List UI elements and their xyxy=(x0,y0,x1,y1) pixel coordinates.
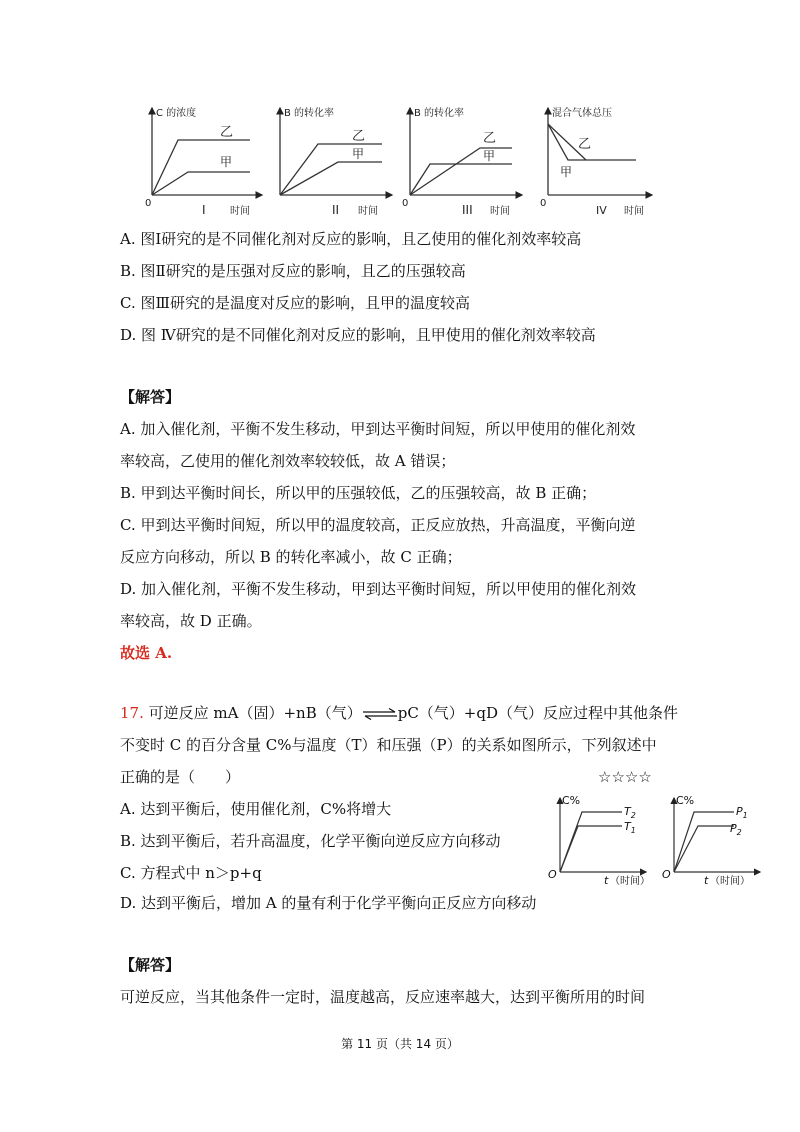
graph-2-label-b: 甲 xyxy=(352,147,365,161)
q16-answer-line: 反应方向移动，所以 B 的转化率减小，故 C 正确； xyxy=(120,548,462,566)
equilibrium-arrow-icon xyxy=(362,708,398,720)
graph-1-numeral: I xyxy=(202,203,206,217)
difficulty-stars: ☆☆☆☆ xyxy=(598,768,652,786)
q17-option-b: B. 达到平衡后，若升高温度，化学平衡向逆反应方向移动 xyxy=(120,832,501,850)
q16-option-a: A. 图Ⅰ研究的是不同催化剂对反应的影响，且乙使用的催化剂效率较高 xyxy=(120,230,582,248)
graph-4 xyxy=(548,108,652,195)
q17-stem-line-2: 不变时 C 的百分含量 C%与温度（T）和压强（P）的关系如图所示，下列叙述中 xyxy=(120,736,657,754)
graph-1-label-b: 甲 xyxy=(220,155,233,169)
q16-answer-line: B. 甲到达平衡时间长，所以甲的压强较低，乙的压强较高，故 B 正确； xyxy=(120,484,597,502)
q17-left-curve-top: $T_2$ xyxy=(624,805,636,820)
graph-2-label-a: 乙 xyxy=(352,129,366,144)
figure-graphs-q17 xyxy=(538,790,768,890)
graph-4-numeral: IV xyxy=(596,204,607,217)
graph-2 xyxy=(280,108,392,195)
graph-2-ylabel: B 的转化率 xyxy=(284,108,335,119)
graph-3-numeral: III xyxy=(462,203,473,217)
q17-left-curve-bottom: $T_1$ xyxy=(624,820,636,835)
q17-answer-header: 【解答】 xyxy=(120,956,181,974)
graph-3-label-a: 乙 xyxy=(483,131,497,146)
q17-option-c: C. 方程式中 n＞p+q xyxy=(120,864,262,882)
graph-1 xyxy=(152,108,262,195)
q16-answer-header: 【解答】 xyxy=(120,388,181,406)
q17-number: 17. xyxy=(120,704,144,722)
q17-stem-part-a: 可逆反应 mA（固）+nB（气） xyxy=(148,704,362,722)
graph-4-origin: 0 xyxy=(540,198,547,209)
graph-1-ylabel: C 的浓度 xyxy=(156,108,197,119)
q16-option-d: D. 图 Ⅳ研究的是不同催化剂对反应的影响，且甲使用的催化剂效率较高 xyxy=(120,326,596,344)
q17-left-xlabel: （时间） xyxy=(610,876,650,887)
q16-answer-line: D. 加入催化剂，平衡不发生移动，甲到达平衡时间短，所以甲使用的催化剂效 xyxy=(120,580,637,598)
page-footer: 第 11 页（共 14 页） xyxy=(341,1037,459,1051)
q16-option-b: B. 图Ⅱ研究的是压强对反应的影响，且乙的压强较高 xyxy=(120,262,466,280)
q16-answer-line: 率较高，乙使用的催化剂效率较较低，故 A 错误； xyxy=(120,452,456,470)
graph-3 xyxy=(410,108,522,195)
graph-2-numeral: II xyxy=(332,203,340,217)
q17-stem-line-1 xyxy=(120,703,678,723)
q17-left-origin: O xyxy=(548,868,557,881)
q17-right-ylabel: C% xyxy=(676,794,695,807)
q17-stem-part-b: pC（气）+qD（气）反应过程中其他条件 xyxy=(397,704,678,722)
q17-answer-line-1: 可逆反应，当其他条件一定时，温度越高，反应速率越大，达到平衡所用的时间 xyxy=(120,988,646,1006)
graph-1-xlabel: 时间 xyxy=(230,206,250,217)
q17-right-curve-top: $P_1$ xyxy=(736,805,748,820)
q17-option-d: D. 达到平衡后，增加 A 的量有利于化学平衡向正反应方向移动 xyxy=(120,894,537,912)
graph-4-label-b: 甲 xyxy=(560,165,573,179)
q16-conclusion: 故选 A. xyxy=(120,644,173,662)
q17-left-xlabel-t: t xyxy=(604,874,609,887)
q16-answer-line: A. 加入催化剂，平衡不发生移动，甲到达平衡时间短，所以甲使用的催化剂效 xyxy=(120,420,636,438)
graph-1-origin: 0 xyxy=(145,198,152,209)
graph-3-ylabel: B 的转化率 xyxy=(414,108,465,119)
q16-answer-line: 率较高，故 D 正确。 xyxy=(120,612,262,630)
q17-stem-line-3: 正确的是（ ） xyxy=(120,768,241,786)
graph-4-label-a: 乙 xyxy=(578,137,592,152)
graph-4-ylabel: 混合气体总压 xyxy=(552,108,612,119)
q17-right-origin: O xyxy=(662,868,671,881)
q17-right-curve-bottom: $P_2$ xyxy=(730,822,742,837)
q16-option-c: C. 图Ⅲ研究的是温度对反应的影响，且甲的温度较高 xyxy=(120,294,470,312)
graph-q17-right xyxy=(674,798,760,872)
q17-option-a: A. 达到平衡后，使用催化剂，C%将增大 xyxy=(120,800,392,818)
q16-answer-line: C. 甲到达平衡时间短，所以甲的温度较高，正反应放热，升高温度，平衡向逆 xyxy=(120,516,636,534)
graph-1-label-a: 乙 xyxy=(220,125,234,140)
graph-3-label-b: 甲 xyxy=(483,149,496,163)
q17-left-ylabel: C% xyxy=(562,794,581,807)
graph-q17-left xyxy=(560,798,646,872)
graph-2-xlabel: 时间 xyxy=(358,206,378,217)
figure-graphs-top xyxy=(140,100,660,222)
q17-right-xlabel-t: t xyxy=(704,874,709,887)
graph-3-xlabel: 时间 xyxy=(490,206,510,217)
graph-4-xlabel: 时间 xyxy=(624,206,644,217)
q17-right-xlabel: （时间） xyxy=(710,876,750,887)
graph-3-origin: 0 xyxy=(402,198,409,209)
